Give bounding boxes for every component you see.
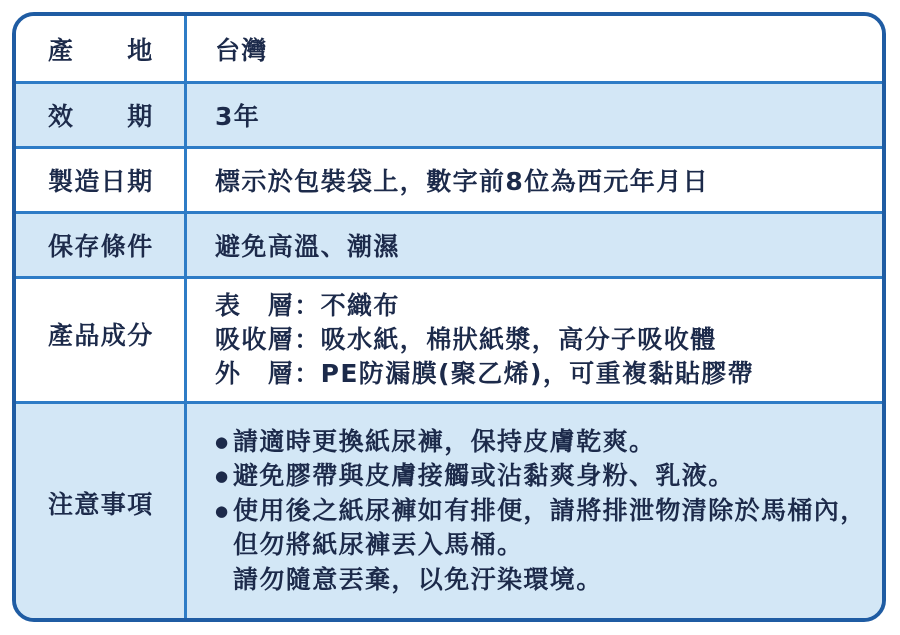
list-item-continuation [215,563,867,598]
row-label: 保存條件 [48,232,154,261]
bullet-icon: ● [215,467,229,486]
label-cell [16,279,187,401]
list-item [215,425,867,460]
label-cell [16,404,187,618]
row-label: 注意事項 [48,490,154,519]
row-label: 產品成分 [48,321,154,350]
ingredient-list [215,289,754,391]
list-item-text: 請勿隨意丟棄，以免汙染環境。 [233,564,603,594]
ingredient-line: 外 層：PE防漏膜(聚乙烯)，可重複黏貼膠帶 [215,359,755,388]
label-cell [16,214,187,276]
table-row-storage [16,214,882,279]
value-cell [187,149,882,211]
label-cell [16,16,187,81]
value-cell [187,84,882,146]
row-value: 3年 [215,102,261,131]
row-value: 標示於包裝袋上，數字前8位為西元年月日 [215,167,709,196]
value-cell [187,16,882,81]
row-label: 效 期 [48,102,154,131]
row-value: 台灣 [215,35,268,65]
table-row-ingredients [16,279,882,404]
list-item-text: 請適時更換紙尿褲，保持皮膚乾爽。 [233,426,656,456]
label-cell [16,84,187,146]
value-cell [187,214,882,276]
list-item [215,459,867,494]
list-item-text: 但勿將紙尿褲丟入馬桶。 [233,530,524,560]
row-label: 產 地 [48,35,154,65]
ingredient-line: 表 層：不織布 [215,291,400,320]
row-label: 製造日期 [48,167,154,196]
list-item-continuation [215,528,867,563]
precaution-list [215,425,867,598]
value-cell [187,404,882,618]
label-cell [16,149,187,211]
table-row-shelf-life [16,84,882,149]
ingredient-line: 吸收層：吸水紙，棉狀紙漿，高分子吸收體 [215,325,717,354]
row-value: 避免高溫、潮濕 [215,232,400,261]
value-cell [187,279,882,401]
table-row-precautions [16,404,882,618]
bullet-icon: ● [215,432,229,451]
table-row-origin [16,16,882,84]
list-item-text: 避免膠帶與皮膚接觸或沾黏爽身粉、乳液。 [233,461,735,491]
list-item-text: 使用後之紙尿褲如有排便，請將排泄物清除於馬桶內， [233,495,867,525]
table-row-manufacture-date [16,149,882,214]
list-item [215,494,867,529]
bullet-icon: ● [215,501,229,520]
product-info-table [12,12,886,622]
